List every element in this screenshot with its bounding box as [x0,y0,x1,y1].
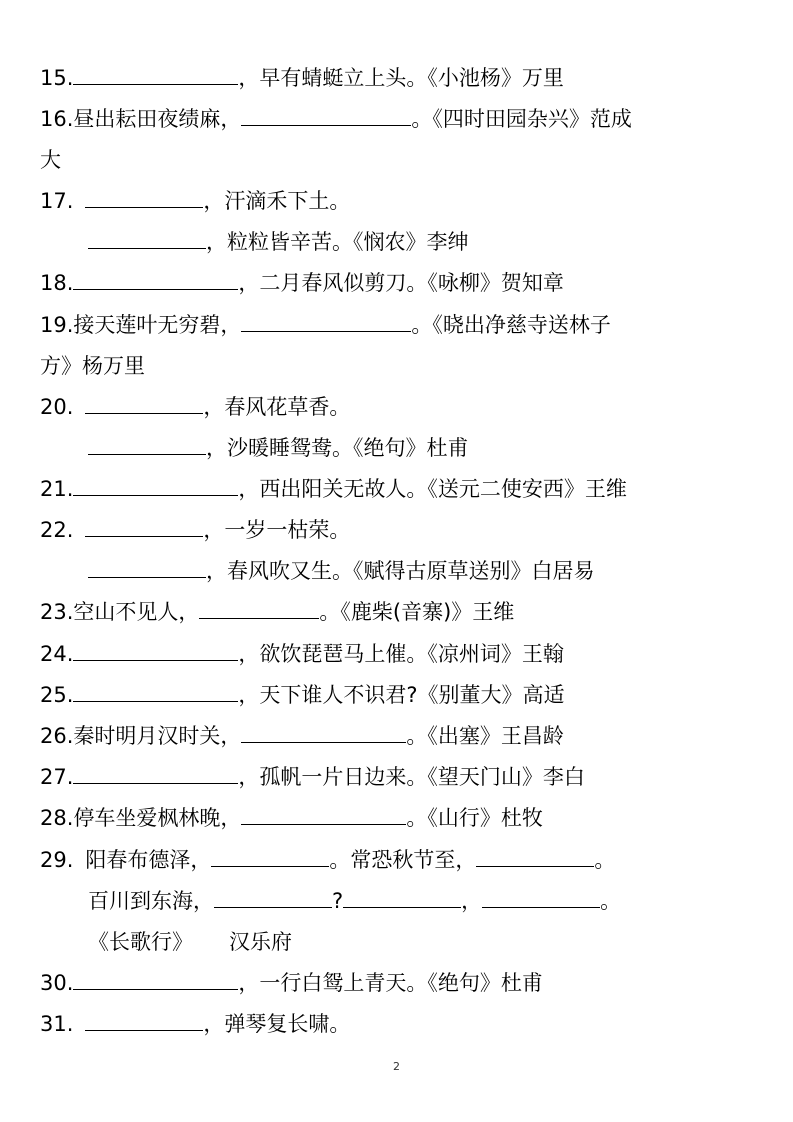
line-text: ，二月春风似剪刀。《咏柳》贺知章 [238,271,564,295]
line-text: ， [461,889,483,913]
item-number: 20. [40,395,74,419]
line-text: ，粒粒皆辛苦。《悯农》李绅 [206,230,469,254]
item-31 [40,1009,350,1039]
item-29-source [88,927,292,957]
fill-blank[interactable] [73,63,238,85]
line-text: 阳春布德泽， [85,848,212,872]
item-17-line2 [88,227,469,257]
line-text: ，春风吹又生。《赋得古原草送别》白居易 [206,559,595,583]
fill-blank[interactable] [85,392,203,414]
line-text: 。《出塞》王昌龄 [406,724,564,748]
line-text: ，早有蜻蜓立上头。《小池杨》万里 [238,66,564,90]
item-number: 29. [40,848,74,872]
item-26 [40,721,564,751]
item-number: 26. [40,724,74,748]
item-20 [40,392,350,422]
fill-blank[interactable] [476,845,594,867]
item-15 [40,63,564,93]
fill-blank[interactable] [241,721,406,743]
fill-blank[interactable] [88,227,206,249]
line-text: 空山不见人， [73,600,200,624]
fill-blank[interactable] [73,968,238,990]
line-text: 接天莲叶无穷碧， [73,313,242,337]
fill-blank[interactable] [73,680,238,702]
fill-blank[interactable] [85,1009,203,1031]
line-text: ，汗滴禾下土。 [203,189,351,213]
line-text: 停车坐爱枫林晚， [73,806,242,830]
item-number: 19. [40,313,74,337]
line-text: 百川到东海， [88,889,214,913]
item-20-line2 [88,433,469,463]
fill-blank[interactable] [241,803,406,825]
item-19-wrap [40,351,145,381]
line-text: ，沙暖睡鸳鸯。《绝句》杜甫 [206,436,469,460]
item-21 [40,474,627,504]
line-text: 昼出耘田夜绩麻， [73,107,242,131]
line-text: 大 [40,148,61,172]
item-30 [40,968,543,998]
line-text: ? [332,889,344,913]
line-text: 。《四时田园杂兴》范成 [411,107,632,131]
line-text: ，春风花草香。 [203,395,351,419]
item-number: 31. [40,1012,74,1036]
line-text: ，一岁一枯荣。 [203,518,351,542]
fill-blank[interactable] [73,639,238,661]
fill-blank[interactable] [88,433,206,455]
line-text: 。《晓出净慈寺送林子 [411,313,611,337]
line-text: 方》杨万里 [40,354,145,378]
item-number: 17. [40,189,74,213]
fill-blank[interactable] [199,597,319,619]
line-text: 。常恐秋节至， [329,848,477,872]
item-18 [40,268,564,298]
line-text: 秦时明月汉时关， [73,724,242,748]
line-text: ，西出阳关无故人。《送元二使安西》王维 [238,477,627,501]
line-text: 。《鹿柴(音寨)》王维 [319,600,515,624]
line-text: 。 [594,848,616,872]
item-16 [40,104,632,134]
item-number: 24. [40,642,74,666]
fill-blank[interactable] [88,556,206,578]
item-28 [40,803,543,833]
item-number: 15. [40,66,74,90]
item-number: 18. [40,271,74,295]
item-19 [40,310,611,340]
fill-blank[interactable] [211,845,329,867]
line-text: 。 [600,889,622,913]
item-17 [40,186,350,216]
line-text: 。《山行》杜牧 [406,806,543,830]
item-22 [40,515,350,545]
item-number: 27. [40,765,74,789]
item-27 [40,762,585,792]
line-text: ，弹琴复长啸。 [203,1012,351,1036]
fill-blank[interactable] [214,886,332,908]
fill-blank[interactable] [73,268,238,290]
fill-blank[interactable] [73,762,238,784]
fill-blank[interactable] [241,310,411,332]
fill-blank[interactable] [85,515,203,537]
item-number: 22. [40,518,74,542]
fill-blank[interactable] [482,886,600,908]
line-text: ，一行白鸳上青天。《绝句》杜甫 [238,971,543,995]
item-22-line2 [88,556,595,586]
item-24 [40,639,564,669]
item-number: 25. [40,683,74,707]
item-number: 30. [40,971,74,995]
item-number: 21. [40,477,74,501]
item-number: 16. [40,107,74,131]
item-29 [40,845,615,875]
item-16-wrap [40,145,61,175]
line-text: ，孤帆一片日边来。《望天门山》李白 [238,765,585,789]
fill-blank[interactable] [85,186,203,208]
line-text: ，欲饮琵琶马上催。《凉州词》王翰 [238,642,564,666]
page-number: 2 [393,1060,400,1073]
fill-blank[interactable] [73,474,238,496]
item-number: 23. [40,600,74,624]
line-text: ，天下谁人不识君?《别董大》高适 [238,683,565,707]
fill-blank[interactable] [241,104,411,126]
item-23 [40,597,514,627]
poem-author: 汉乐府 [229,930,292,954]
item-number: 28. [40,806,74,830]
item-25 [40,680,565,710]
fill-blank[interactable] [343,886,461,908]
item-29-line2 [88,886,621,916]
poem-title: 《长歌行》 [88,930,193,954]
